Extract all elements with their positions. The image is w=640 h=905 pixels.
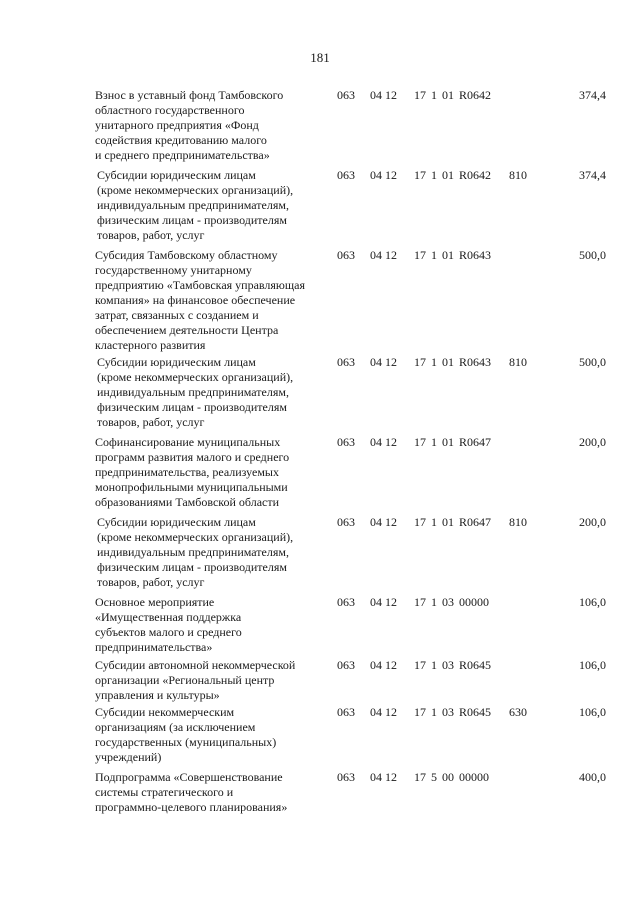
row-target-article-code: 17 1 01 R0643 (414, 355, 492, 369)
row-grbs-code: 063 (337, 88, 355, 102)
row-target-article-code: 17 1 01 R0643 (414, 248, 492, 262)
row-description: Подпрограмма «Совершенствование системы стратегического и программно-целевого планирования» (95, 770, 288, 814)
row-grbs-code: 063 (337, 435, 355, 449)
row-section-code: 04 12 (370, 595, 397, 609)
row-grbs-code: 063 (337, 595, 355, 609)
row-amount: 374,4 (579, 168, 606, 182)
row-amount: 200,0 (579, 515, 606, 529)
row-section-code: 04 12 (370, 435, 397, 449)
row-expense-type-code: 810 (509, 355, 527, 369)
row-section-code: 04 12 (370, 770, 397, 784)
row-grbs-code: 063 (337, 515, 355, 529)
row-description: Субсидии некоммерческим организациям (за исключением государственных (муниципальных) учреждений) (95, 705, 277, 764)
row-description: Субсидии юридическим лицам (кроме некоммерческих организаций), индивидуальным предпринимателям, физическим лицам - производителям товаров, работ, услуг (97, 515, 294, 589)
row-amount: 374,4 (579, 88, 606, 102)
row-section-code: 04 12 (370, 88, 397, 102)
row-target-article-code: 17 1 03 R0645 (414, 705, 492, 719)
row-description: Субсидии юридическим лицам (кроме некоммерческих организаций), индивидуальным предпринимателям, физическим лицам - производителям товаров, работ, услуг (97, 168, 294, 242)
row-amount: 106,0 (579, 658, 606, 672)
row-amount: 500,0 (579, 248, 606, 262)
row-expense-type-code: 630 (509, 705, 527, 719)
row-description: Основное мероприятие «Имущественная поддержка субъектов малого и среднего предпринимательства» (95, 595, 242, 654)
row-grbs-code: 063 (337, 248, 355, 262)
row-amount: 400,0 (579, 770, 606, 784)
row-section-code: 04 12 (370, 355, 397, 369)
row-target-article-code: 17 1 01 R0642 (414, 168, 492, 182)
row-expense-type-code: 810 (509, 515, 527, 529)
row-section-code: 04 12 (370, 658, 397, 672)
row-section-code: 04 12 (370, 705, 397, 719)
row-grbs-code: 063 (337, 355, 355, 369)
row-amount: 106,0 (579, 705, 606, 719)
row-section-code: 04 12 (370, 168, 397, 182)
row-target-article-code: 17 1 03 R0645 (414, 658, 492, 672)
row-target-article-code: 17 5 00 00000 (414, 770, 489, 784)
row-description: Субсидии юридическим лицам (кроме некоммерческих организаций), индивидуальным предпринимателям, физическим лицам - производителям товаров, работ, услуг (97, 355, 294, 429)
row-target-article-code: 17 1 03 00000 (414, 595, 489, 609)
row-section-code: 04 12 (370, 515, 397, 529)
row-target-article-code: 17 1 01 R0647 (414, 435, 492, 449)
row-target-article-code: 17 1 01 R0647 (414, 515, 492, 529)
row-description: Субсидии автономной некоммерческой организации «Региональный центр управления и культуры» (95, 658, 296, 702)
row-expense-type-code: 810 (509, 168, 527, 182)
row-grbs-code: 063 (337, 770, 355, 784)
row-description: Софинансирование муниципальных программ развития малого и среднего предпринимательства, реализуемых монопрофильными муниципальными образованиями Тамбовской области (95, 435, 290, 509)
row-section-code: 04 12 (370, 248, 397, 262)
row-description: Субсидия Тамбовскому областному государственному унитарному предприятию «Тамбовская управляющая компания» на финансовое обеспечение затрат, связанных с созданием и обеспечением деятельности Центра кластерного развития (95, 248, 305, 352)
row-grbs-code: 063 (337, 705, 355, 719)
row-grbs-code: 063 (337, 168, 355, 182)
page-number: 181 (310, 50, 330, 65)
row-description: Взнос в уставный фонд Тамбовского областного государственного унитарного предприятия «Фонд содействия кредитованию малого и среднего предпринимательства» (95, 88, 284, 162)
row-amount: 200,0 (579, 435, 606, 449)
row-grbs-code: 063 (337, 658, 355, 672)
row-target-article-code: 17 1 01 R0642 (414, 88, 492, 102)
row-amount: 106,0 (579, 595, 606, 609)
row-amount: 500,0 (579, 355, 606, 369)
